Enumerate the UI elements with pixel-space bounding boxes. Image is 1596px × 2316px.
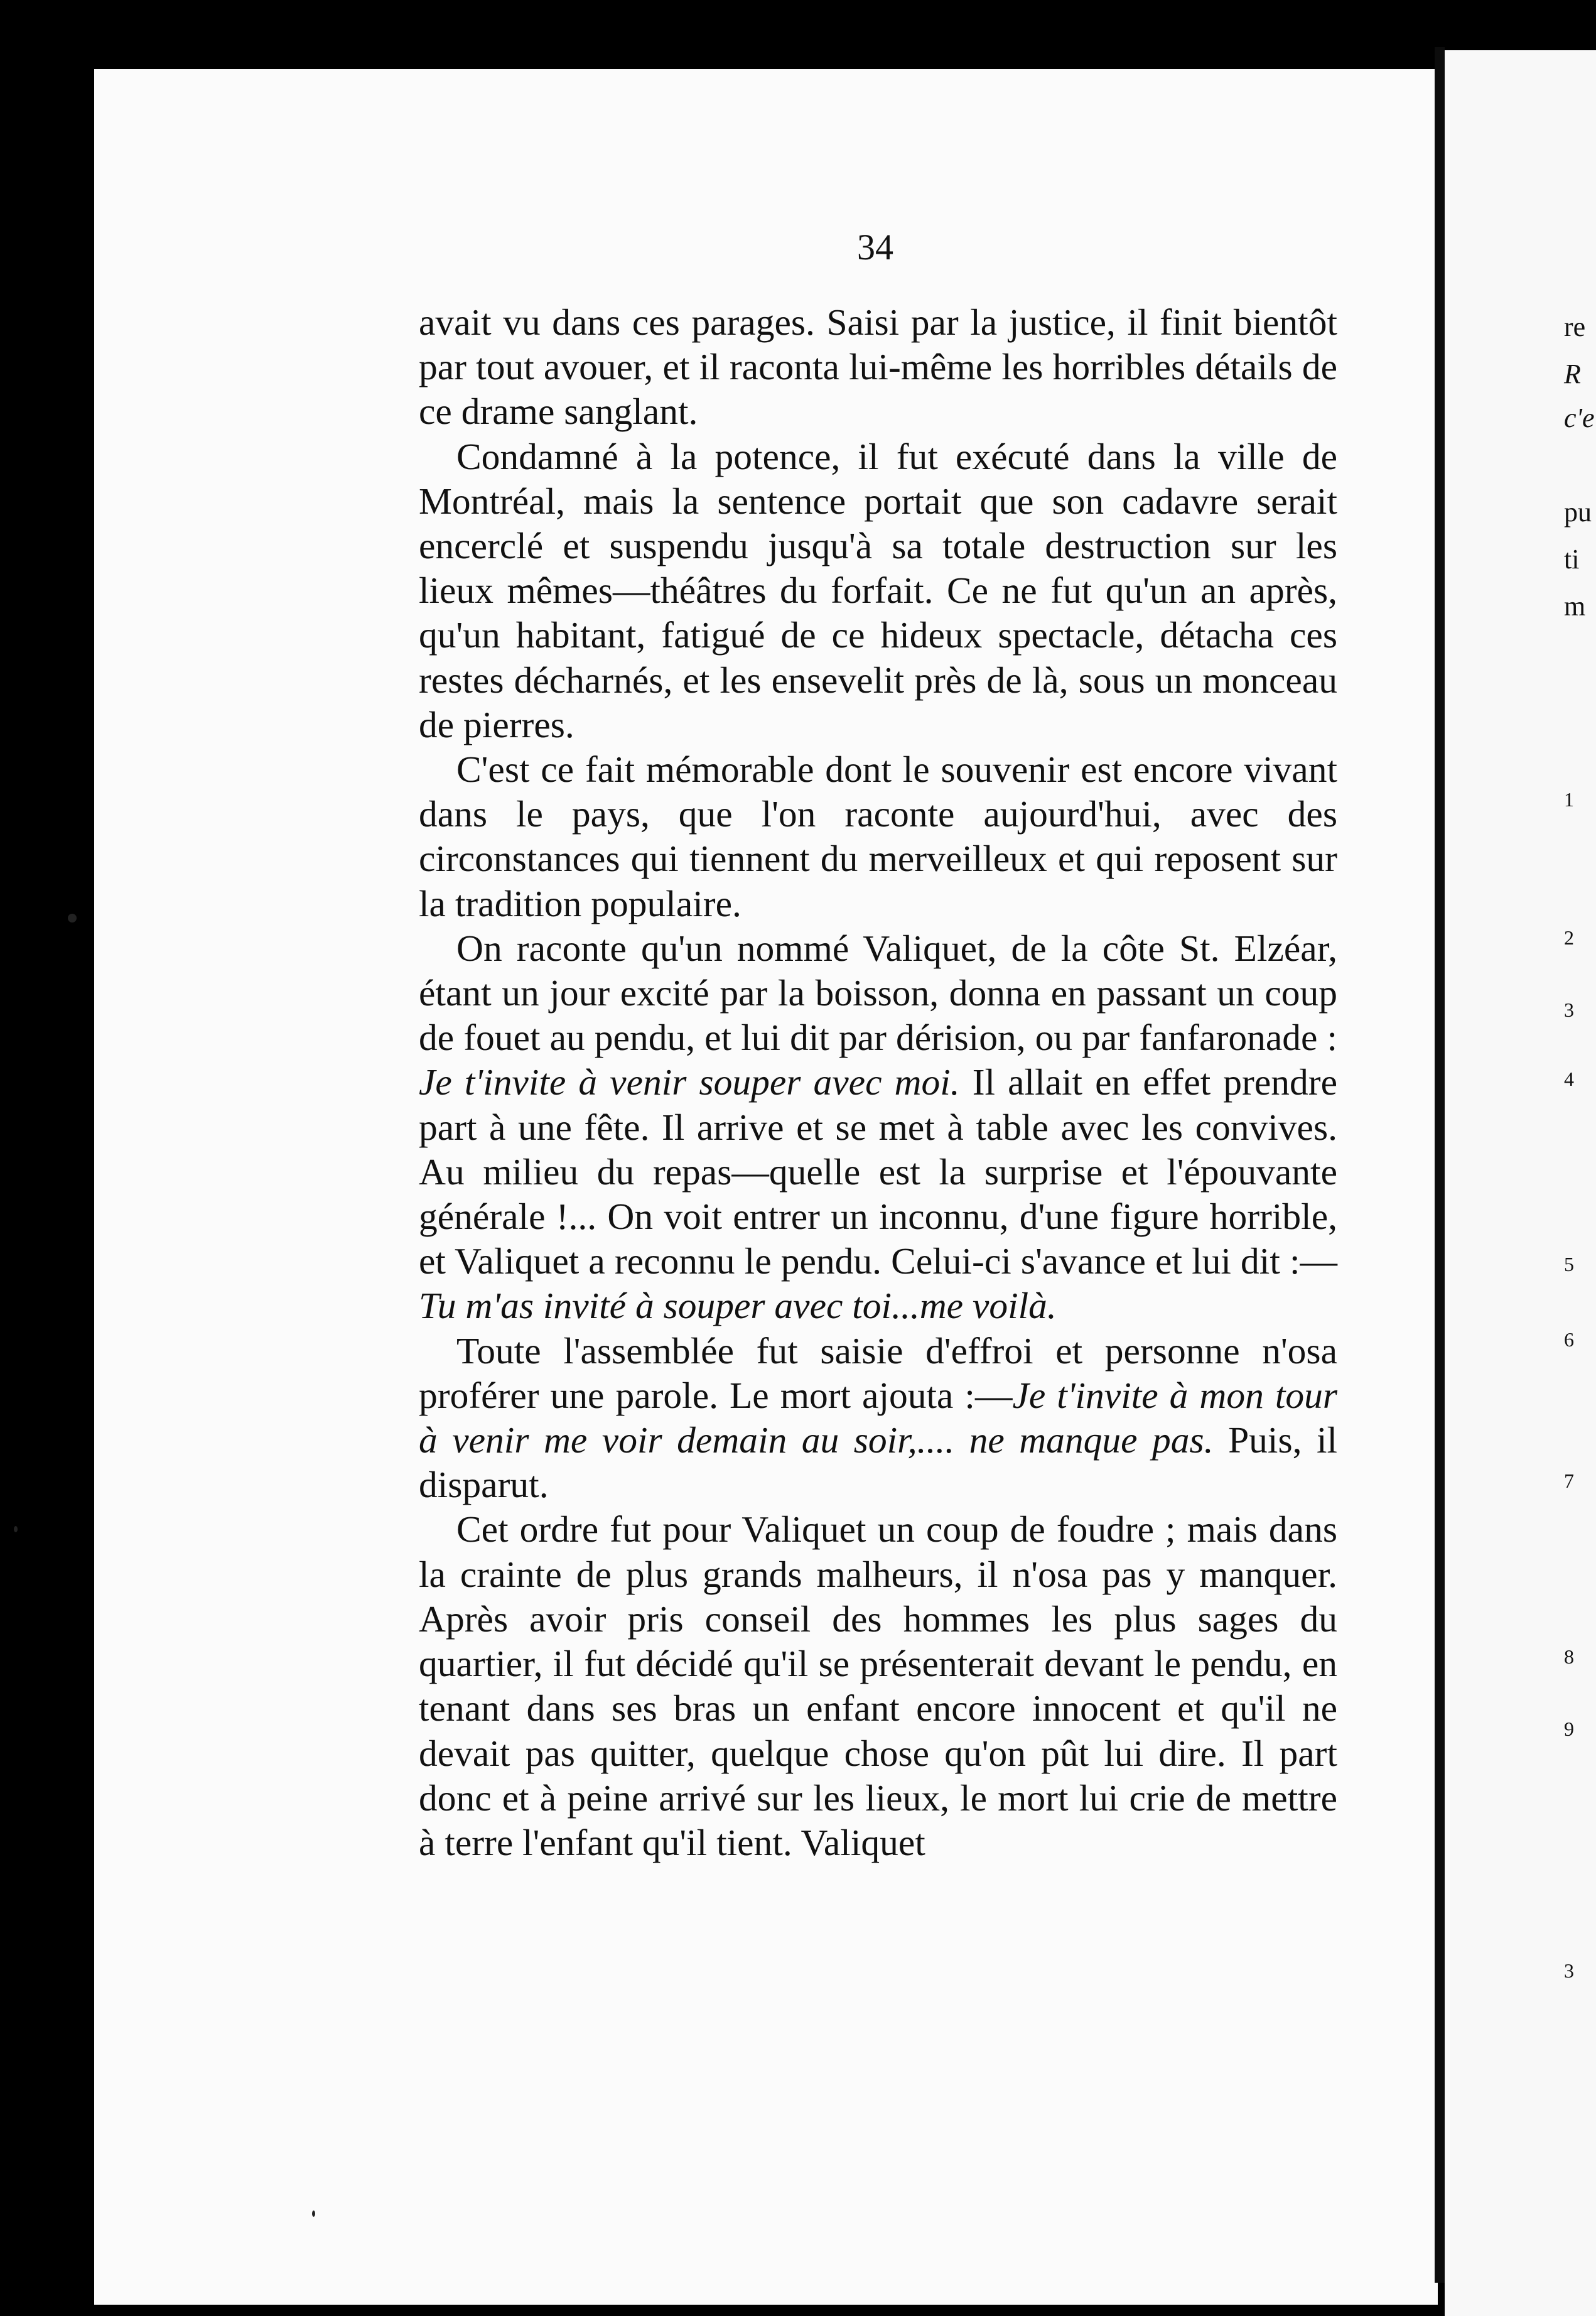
text-run: On raconte qu'un nommé Valiquet, de la côte St. Elzéar, étant un jour excité par la boisson, donna en passant un coup de fouet au pendu, et lui dit par dérision, ou par fanfaronade :: [419, 927, 1337, 1059]
text-run: Il allait en effet prendre part à une fête. Il arrive et se met à table avec les convives. Au milieu du repas—quelle est la surprise et l'épouvante générale !... On voit entrer un inconnu, d'une figure horrible, et Valiquet a reconnu le pendu. Celui-ci s'avance et lui dit :—: [419, 1061, 1338, 1282]
facing-fragment: re: [1564, 311, 1586, 342]
paragraph: [419, 1329, 1337, 1508]
facing-fragment: 6: [1564, 1328, 1574, 1351]
facing-fragment: 3: [1564, 998, 1574, 1021]
text-run: C'est ce fait mémorable dont le souvenir est encore vivant dans le pays, que l'on raconte aujourd'hui, avec des circonstances qui tiennent du merveilleux et qui reposent sur la tradition populaire.: [419, 749, 1337, 924]
scan-speck: [312, 2210, 315, 2217]
paragraph: [419, 300, 1337, 435]
paragraph: [419, 747, 1337, 926]
scan-speck: [14, 1526, 18, 1532]
text-run: Puis, il disparut.: [419, 1419, 1338, 1506]
facing-fragment: 3: [1564, 1959, 1574, 1982]
paragraph: [419, 926, 1337, 1329]
facing-fragment: pu: [1564, 497, 1592, 528]
text-run: Condamné à la potence, il fut exécuté dans la ville de Montréal, mais la sentence portait que son cadavre serait encerclé et suspendu jusqu'à sa totale destruction sur les lieux mêmes—théâtres du forfait. Ce ne fut qu'un an après, qu'un habitant, fatigué de ce hideux spectacle, détacha ces restes décharnés, et les ensevelit près de là, sous un monceau de pierres.: [419, 435, 1337, 745]
facing-fragment: 9: [1564, 1718, 1574, 1740]
italic-text: Tu m'as invité à souper avec toi...me voilà.: [419, 1285, 1057, 1327]
scan-speck: [68, 914, 77, 923]
page-number: 34: [857, 227, 893, 268]
body-text: [419, 300, 1337, 1865]
facing-fragment: m: [1564, 591, 1586, 622]
page-gutter: [1435, 47, 1445, 2283]
text-run: Cet ordre fut pour Valiquet un coup de foudre ; mais dans la crainte de plus grands malheurs, il n'osa pas y manquer. Après avoir pris conseil des hommes les plus sages du quartier, il fut décidé qu'il se présenterait devant le pendu, en tenant dans ses bras un enfant encore innocent et qu'il ne devait pas quitter, quelque chose qu'on pût lui dire. Il part donc et à peine arrivé sur les lieux, le mort lui crie de mettre à terre l'enfant qu'il tient. Valiquet: [419, 1508, 1337, 1863]
text-run: avait vu dans ces parages. Saisi par la justice, il finit bientôt par tout avouer, et il raconta lui-même les horribles détails de ce drame sanglant.: [419, 301, 1337, 433]
facing-fragment: 1: [1564, 788, 1574, 811]
facing-fragment: c'e: [1564, 403, 1595, 433]
italic-text: Je t'invite à mon tour à venir me voir demain au soir,.... ne manque pas.: [419, 1374, 1338, 1461]
facing-fragment: 7: [1564, 1469, 1574, 1492]
facing-fragment: ti: [1564, 544, 1580, 575]
paragraph: [419, 1507, 1337, 1865]
facing-fragment: 2: [1564, 926, 1574, 949]
facing-fragment: 5: [1564, 1253, 1574, 1275]
facing-fragment: 4: [1564, 1068, 1574, 1090]
text-run: Toute l'assemblée fut saisie d'effroi et personne n'osa proférer une parole. Le mort ajouta :—: [419, 1329, 1337, 1416]
italic-text: Je t'invite à venir souper avec moi.: [419, 1061, 960, 1103]
facing-page: [1445, 50, 1596, 2316]
facing-fragment: R: [1564, 359, 1581, 389]
facing-fragment: 8: [1564, 1645, 1574, 1668]
paragraph: [419, 435, 1337, 747]
